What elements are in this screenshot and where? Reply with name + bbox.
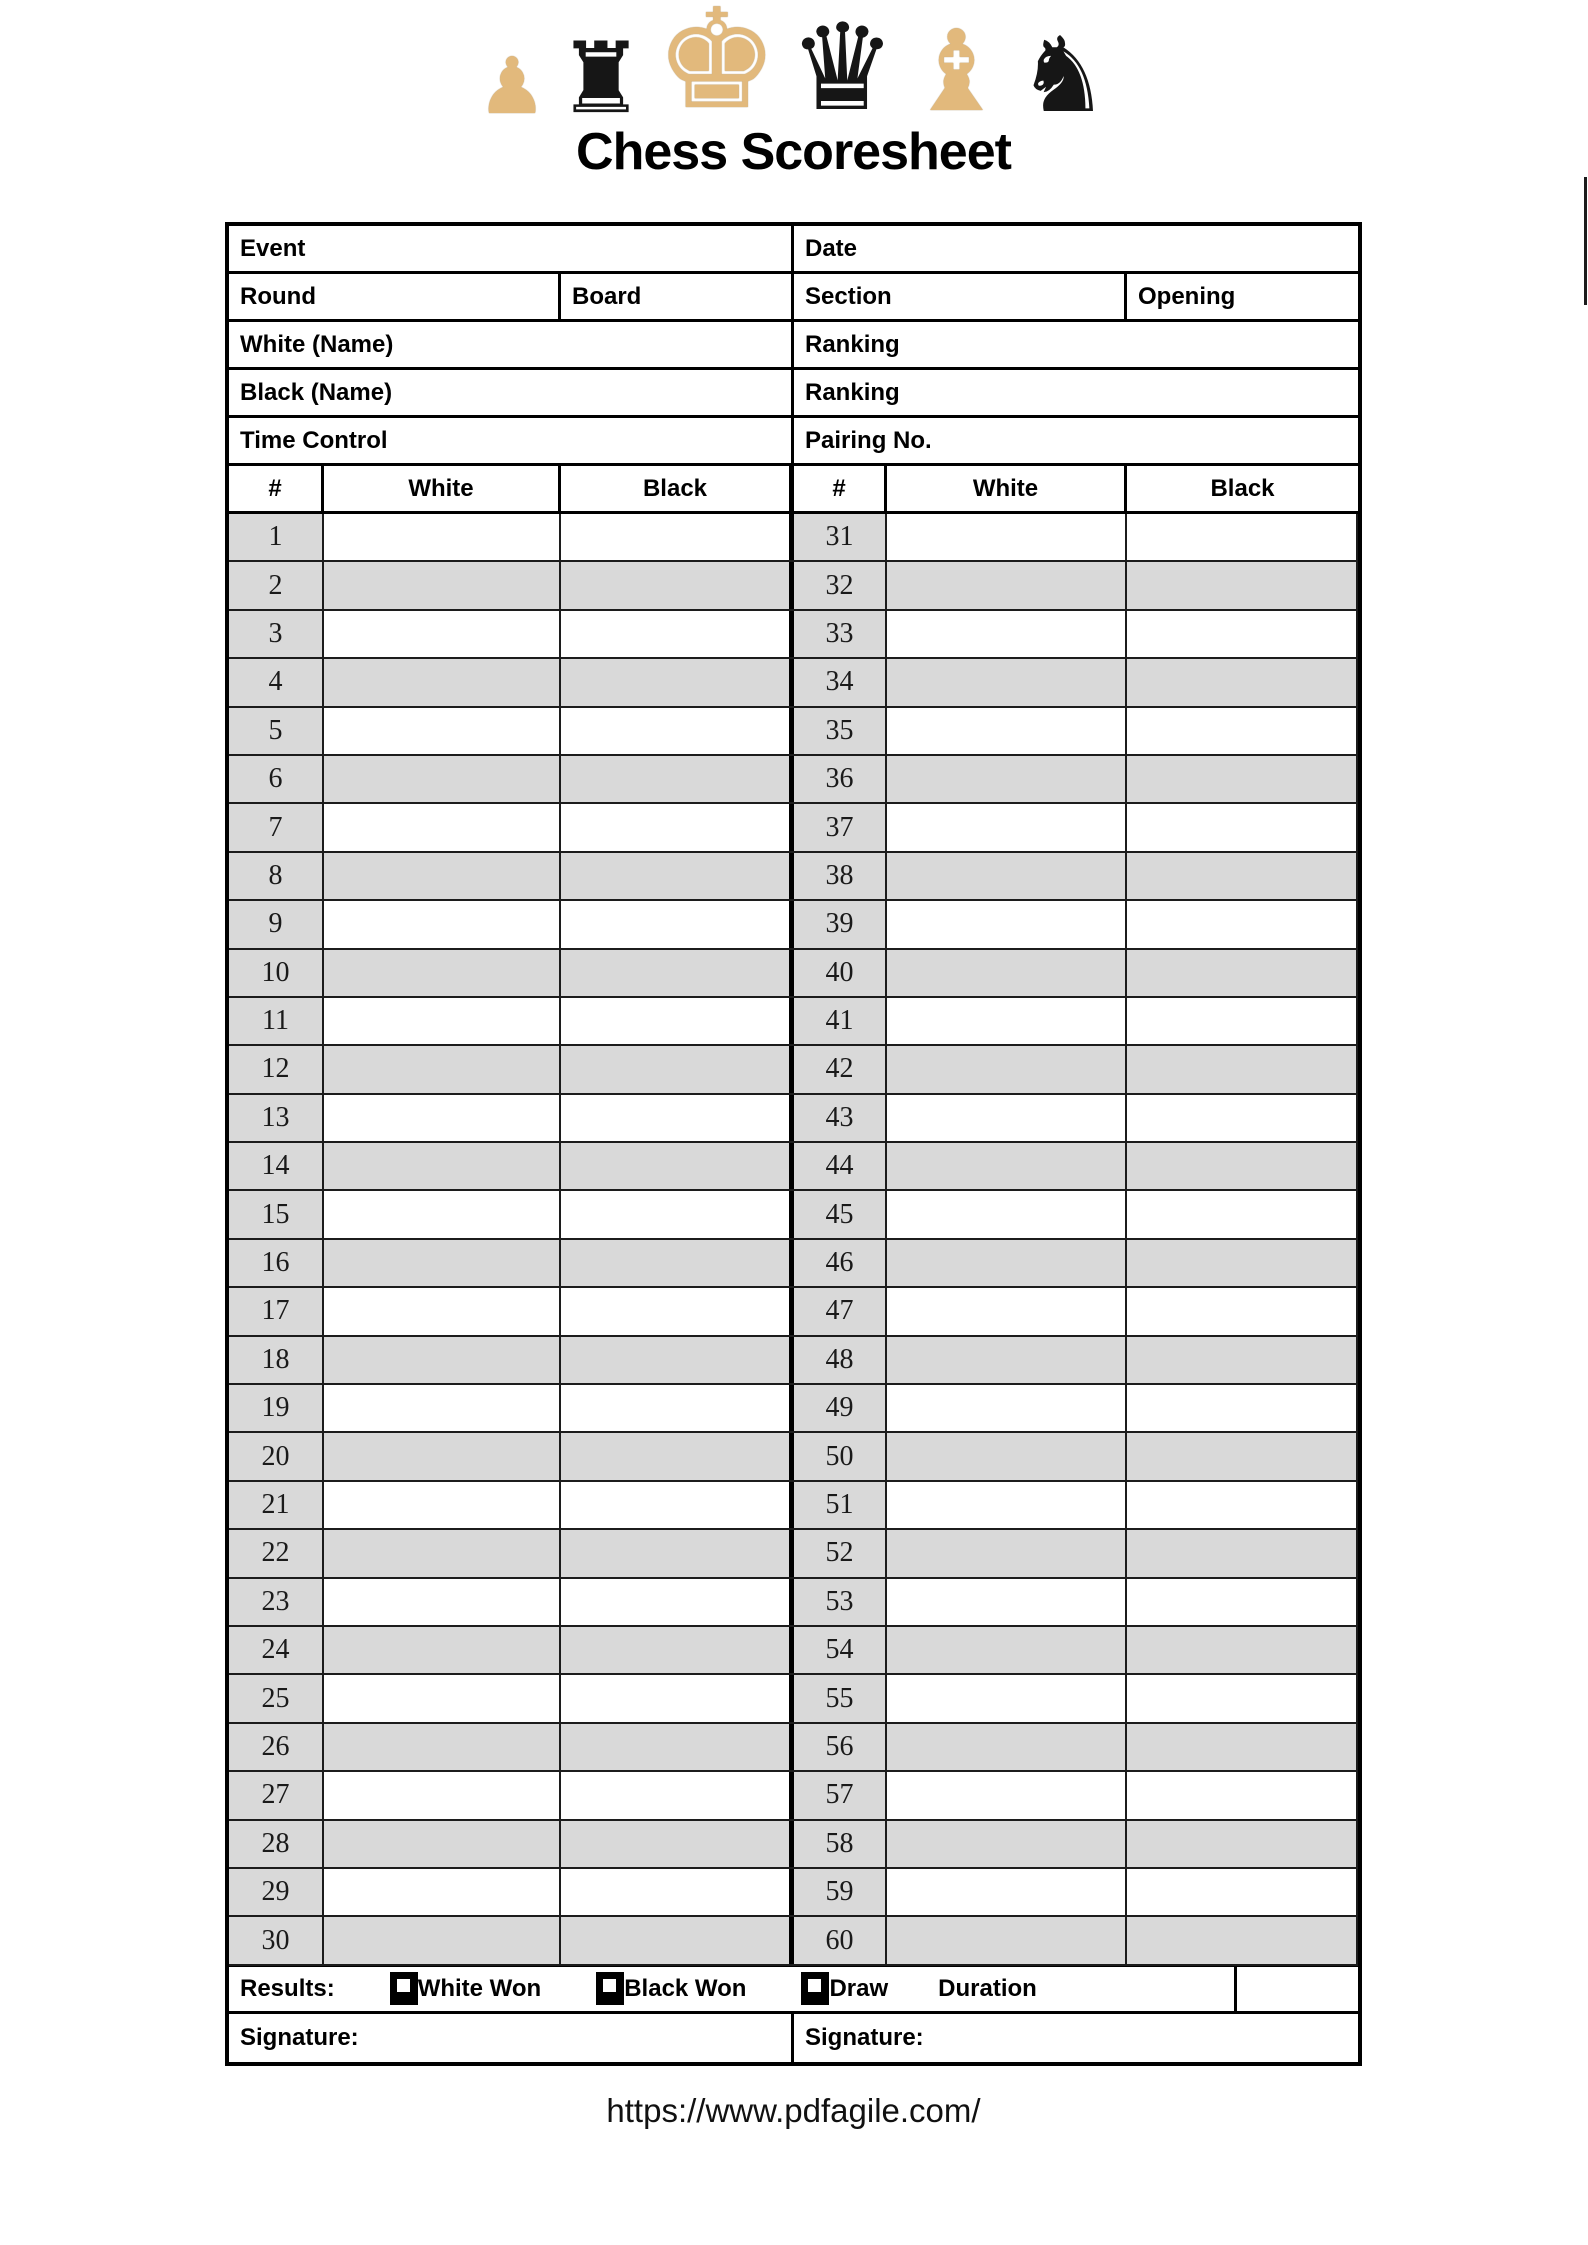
move-row bbox=[229, 1191, 1358, 1239]
duration-label: Duration bbox=[938, 1974, 1037, 2002]
white-move-cell[interactable] bbox=[324, 804, 561, 850]
hash-column-header: # bbox=[229, 466, 324, 511]
move-row bbox=[229, 756, 1358, 804]
black-move-cell[interactable] bbox=[1127, 1385, 1358, 1431]
white-move-cell[interactable] bbox=[324, 998, 561, 1044]
white-move-cell[interactable] bbox=[324, 1530, 561, 1576]
white-move-cell[interactable] bbox=[887, 1579, 1127, 1625]
black-move-cell[interactable] bbox=[561, 950, 794, 996]
black-move-cell[interactable] bbox=[561, 1869, 794, 1915]
move-number: 11 bbox=[229, 998, 324, 1044]
move-number: 21 bbox=[229, 1482, 324, 1528]
move-number: 9 bbox=[229, 901, 324, 947]
move-number: 1 bbox=[229, 514, 324, 560]
black-move-cell[interactable] bbox=[561, 901, 794, 947]
move-number: 59 bbox=[794, 1869, 887, 1915]
board-label: Board bbox=[572, 282, 642, 310]
black-move-cell[interactable] bbox=[561, 1821, 794, 1867]
white-move-cell[interactable] bbox=[887, 804, 1127, 850]
results-row bbox=[229, 1966, 1358, 2014]
move-number: 45 bbox=[794, 1191, 887, 1237]
move-row bbox=[229, 1917, 1358, 1965]
white-move-cell[interactable] bbox=[887, 562, 1127, 608]
move-number: 15 bbox=[229, 1191, 324, 1237]
move-number: 31 bbox=[794, 514, 887, 560]
black-move-cell[interactable] bbox=[1127, 901, 1358, 947]
black-move-cell[interactable] bbox=[1127, 611, 1358, 657]
white-move-cell[interactable] bbox=[887, 1917, 1127, 1963]
header-row-time-control bbox=[229, 418, 1358, 466]
black-move-cell[interactable] bbox=[561, 1143, 794, 1189]
white-move-cell[interactable] bbox=[324, 562, 561, 608]
white-move-cell[interactable] bbox=[887, 1433, 1127, 1479]
move-number: 8 bbox=[229, 853, 324, 899]
black-move-cell[interactable] bbox=[561, 998, 794, 1044]
black-ranking-field[interactable] bbox=[794, 370, 1358, 415]
white-move-cell[interactable] bbox=[887, 1240, 1127, 1286]
black-move-cell[interactable] bbox=[561, 1627, 794, 1673]
move-number: 42 bbox=[794, 1046, 887, 1092]
white-move-cell[interactable] bbox=[887, 1772, 1127, 1818]
white-move-cell[interactable] bbox=[324, 901, 561, 947]
move-number: 54 bbox=[794, 1627, 887, 1673]
results-cell bbox=[229, 1967, 1237, 2011]
white-name-label: White (Name) bbox=[240, 330, 394, 358]
black-ranking-label: Ranking bbox=[805, 378, 900, 406]
black-column-header: Black bbox=[1210, 474, 1275, 502]
white-move-cell[interactable] bbox=[324, 514, 561, 560]
move-row bbox=[229, 1288, 1358, 1336]
masthead bbox=[225, 0, 1362, 181]
black-move-cell[interactable] bbox=[561, 1772, 794, 1818]
move-number: 38 bbox=[794, 853, 887, 899]
white-move-cell[interactable] bbox=[324, 1869, 561, 1915]
move-row bbox=[229, 708, 1358, 756]
white-move-cell[interactable] bbox=[324, 1191, 561, 1237]
white-move-cell[interactable] bbox=[324, 853, 561, 899]
move-number: 49 bbox=[794, 1385, 887, 1431]
black-column-header: Black bbox=[561, 466, 794, 511]
results-label: Results: bbox=[240, 1974, 335, 2002]
move-number: 29 bbox=[229, 1869, 324, 1915]
black-move-cell[interactable] bbox=[561, 1530, 794, 1576]
move-number: 36 bbox=[794, 756, 887, 802]
black-move-cell[interactable] bbox=[1127, 1724, 1358, 1770]
move-number: 22 bbox=[229, 1530, 324, 1576]
move-row bbox=[229, 1530, 1358, 1578]
move-number: 48 bbox=[794, 1337, 887, 1383]
section-field[interactable] bbox=[794, 274, 1127, 319]
white-move-cell[interactable] bbox=[887, 1869, 1127, 1915]
move-row bbox=[229, 1627, 1358, 1675]
black-move-cell[interactable] bbox=[561, 1288, 794, 1334]
date-field[interactable] bbox=[794, 226, 1358, 271]
move-number: 18 bbox=[229, 1337, 324, 1383]
move-number: 2 bbox=[229, 562, 324, 608]
pairing-no-field[interactable] bbox=[794, 418, 1358, 463]
move-number: 52 bbox=[794, 1530, 887, 1576]
black-move-cell[interactable] bbox=[1127, 1917, 1358, 1963]
black-move-cell[interactable] bbox=[561, 1337, 794, 1383]
move-row bbox=[229, 611, 1358, 659]
move-number: 44 bbox=[794, 1143, 887, 1189]
header-row-white-name bbox=[229, 322, 1358, 370]
move-number: 50 bbox=[794, 1433, 887, 1479]
move-row bbox=[229, 1869, 1358, 1917]
white-move-cell[interactable] bbox=[324, 708, 561, 754]
draw-option[interactable] bbox=[801, 1972, 888, 2005]
white-move-cell[interactable] bbox=[324, 756, 561, 802]
white-move-cell[interactable] bbox=[324, 1724, 561, 1770]
white-move-cell[interactable] bbox=[887, 1821, 1127, 1867]
black-move-cell[interactable] bbox=[561, 1191, 794, 1237]
move-row bbox=[229, 514, 1358, 562]
move-number: 34 bbox=[794, 659, 887, 705]
black-move-cell[interactable] bbox=[1127, 562, 1358, 608]
hash-column-header: # bbox=[794, 466, 887, 511]
knight-dark-icon: ♞ bbox=[1016, 14, 1110, 137]
white-move-cell[interactable] bbox=[887, 611, 1127, 657]
black-move-cell[interactable] bbox=[1127, 1482, 1358, 1528]
white-move-cell[interactable] bbox=[887, 1095, 1127, 1141]
black-move-cell[interactable] bbox=[561, 1724, 794, 1770]
move-number: 5 bbox=[229, 708, 324, 754]
move-row bbox=[229, 1579, 1358, 1627]
white-move-cell[interactable] bbox=[324, 1095, 561, 1141]
move-row bbox=[229, 853, 1358, 901]
moves-column-header-row bbox=[229, 466, 1358, 514]
move-row bbox=[229, 1046, 1358, 1094]
black-move-cell[interactable] bbox=[1127, 514, 1358, 560]
move-number: 37 bbox=[794, 804, 887, 850]
white-move-cell[interactable] bbox=[324, 1288, 561, 1334]
move-number: 47 bbox=[794, 1288, 887, 1334]
footer-url: https://www.pdfagile.com/ bbox=[606, 2092, 981, 2129]
king-light-icon: ♚ bbox=[654, 0, 779, 141]
black-move-cell[interactable] bbox=[1127, 1579, 1358, 1625]
move-number: 60 bbox=[794, 1917, 887, 1963]
white-move-cell[interactable] bbox=[324, 1482, 561, 1528]
move-number: 13 bbox=[229, 1095, 324, 1141]
move-row bbox=[229, 1240, 1358, 1288]
white-move-cell[interactable] bbox=[887, 1530, 1127, 1576]
move-number: 43 bbox=[794, 1095, 887, 1141]
signature-row bbox=[229, 2014, 1358, 2062]
pairing-no-label: Pairing No. bbox=[805, 426, 932, 454]
black-move-cell[interactable] bbox=[561, 1385, 794, 1431]
move-number: 20 bbox=[229, 1433, 324, 1479]
white-move-cell[interactable] bbox=[887, 1046, 1127, 1092]
black-move-cell[interactable] bbox=[1127, 1530, 1358, 1576]
black-move-cell[interactable] bbox=[1127, 1772, 1358, 1818]
move-row bbox=[229, 1482, 1358, 1530]
round-field[interactable] bbox=[229, 274, 561, 319]
white-move-cell[interactable] bbox=[324, 1675, 561, 1721]
time-control-field[interactable] bbox=[229, 418, 794, 463]
white-move-cell[interactable] bbox=[887, 1143, 1127, 1189]
move-row bbox=[229, 950, 1358, 998]
black-won-label: Black Won bbox=[624, 1974, 747, 2002]
move-number: 10 bbox=[229, 950, 324, 996]
white-move-cell[interactable] bbox=[324, 659, 561, 705]
white-move-cell[interactable] bbox=[887, 756, 1127, 802]
move-number: 24 bbox=[229, 1627, 324, 1673]
header-row-event-date bbox=[229, 226, 1358, 274]
date-label: Date bbox=[805, 234, 858, 262]
black-move-cell[interactable] bbox=[1127, 998, 1358, 1044]
black-move-cell[interactable] bbox=[561, 659, 794, 705]
move-number: 7 bbox=[229, 804, 324, 850]
move-number: 32 bbox=[794, 562, 887, 608]
move-number: 4 bbox=[229, 659, 324, 705]
move-row bbox=[229, 562, 1358, 610]
move-row bbox=[229, 1433, 1358, 1481]
queen-dark-icon: ♛ bbox=[788, 0, 897, 138]
white-move-cell[interactable] bbox=[887, 1482, 1127, 1528]
move-number: 46 bbox=[794, 1240, 887, 1286]
move-row bbox=[229, 1772, 1358, 1820]
white-move-cell[interactable] bbox=[887, 998, 1127, 1044]
white-ranking-label: Ranking bbox=[805, 330, 900, 358]
white-move-cell[interactable] bbox=[324, 950, 561, 996]
event-field[interactable] bbox=[229, 226, 794, 271]
white-move-cell[interactable] bbox=[887, 1385, 1127, 1431]
white-move-cell[interactable] bbox=[887, 1724, 1127, 1770]
white-won-checkbox[interactable] bbox=[390, 1972, 418, 2005]
white-move-cell[interactable] bbox=[887, 853, 1127, 899]
black-move-cell[interactable] bbox=[1127, 1627, 1358, 1673]
white-move-cell[interactable] bbox=[324, 1627, 561, 1673]
move-number: 6 bbox=[229, 756, 324, 802]
black-move-cell[interactable] bbox=[1127, 756, 1358, 802]
white-won-option[interactable] bbox=[390, 1972, 542, 2005]
white-move-cell[interactable] bbox=[324, 1917, 561, 1963]
white-move-cell[interactable] bbox=[324, 1433, 561, 1479]
header-row-black-name bbox=[229, 370, 1358, 418]
white-move-cell[interactable] bbox=[887, 1288, 1127, 1334]
move-number: 58 bbox=[794, 1821, 887, 1867]
section-label: Section bbox=[805, 282, 892, 310]
white-move-cell[interactable] bbox=[887, 708, 1127, 754]
move-row bbox=[229, 804, 1358, 852]
move-row bbox=[229, 1143, 1358, 1191]
white-move-cell[interactable] bbox=[324, 1046, 561, 1092]
move-number: 3 bbox=[229, 611, 324, 657]
vertical-scrollbar-thumb[interactable] bbox=[1584, 177, 1587, 305]
white-signature-field[interactable] bbox=[229, 2014, 794, 2062]
move-number: 30 bbox=[229, 1917, 324, 1963]
rook-dark-icon: ♜ bbox=[557, 21, 645, 136]
move-number: 53 bbox=[794, 1579, 887, 1625]
time-control-label: Time Control bbox=[240, 426, 388, 454]
white-move-cell[interactable] bbox=[324, 1821, 561, 1867]
move-number: 16 bbox=[229, 1240, 324, 1286]
white-move-cell[interactable] bbox=[887, 1627, 1127, 1673]
round-label: Round bbox=[240, 282, 316, 310]
white-name-field[interactable] bbox=[229, 322, 794, 367]
black-move-cell[interactable] bbox=[1127, 950, 1358, 996]
move-number: 19 bbox=[229, 1385, 324, 1431]
white-move-cell[interactable] bbox=[324, 1772, 561, 1818]
white-move-cell[interactable] bbox=[324, 1579, 561, 1625]
move-number: 39 bbox=[794, 901, 887, 947]
move-number: 17 bbox=[229, 1288, 324, 1334]
black-move-cell[interactable] bbox=[1127, 1433, 1358, 1479]
white-move-cell[interactable] bbox=[887, 1675, 1127, 1721]
move-row bbox=[229, 998, 1358, 1046]
black-move-cell[interactable] bbox=[561, 1240, 794, 1286]
black-move-cell[interactable] bbox=[1127, 1869, 1358, 1915]
white-move-cell[interactable] bbox=[887, 659, 1127, 705]
draw-checkbox[interactable] bbox=[801, 1972, 829, 2005]
black-move-cell[interactable] bbox=[561, 1482, 794, 1528]
black-name-field[interactable] bbox=[229, 370, 794, 415]
opening-label: Opening bbox=[1138, 282, 1236, 310]
black-move-cell[interactable] bbox=[1127, 1143, 1358, 1189]
white-move-cell[interactable] bbox=[887, 950, 1127, 996]
white-ranking-field[interactable] bbox=[794, 322, 1358, 367]
black-move-cell[interactable] bbox=[561, 1046, 794, 1092]
black-move-cell[interactable] bbox=[561, 853, 794, 899]
black-move-cell[interactable] bbox=[561, 1579, 794, 1625]
white-won-label: White Won bbox=[417, 1974, 542, 2002]
black-name-label: Black (Name) bbox=[240, 378, 393, 406]
black-move-cell[interactable] bbox=[561, 514, 794, 560]
duration-value-field[interactable] bbox=[1237, 1967, 1358, 2011]
black-move-cell[interactable] bbox=[561, 1433, 794, 1479]
black-move-cell[interactable] bbox=[1127, 1046, 1358, 1092]
white-move-cell[interactable] bbox=[324, 1385, 561, 1431]
scoresheet-table bbox=[225, 222, 1362, 2066]
black-move-cell[interactable] bbox=[1127, 1240, 1358, 1286]
black-move-cell[interactable] bbox=[1127, 1337, 1358, 1383]
move-number: 55 bbox=[794, 1675, 887, 1721]
opening-field[interactable] bbox=[1127, 274, 1358, 319]
black-move-cell[interactable] bbox=[1127, 659, 1358, 705]
white-move-cell[interactable] bbox=[887, 1337, 1127, 1383]
black-move-cell[interactable] bbox=[561, 756, 794, 802]
move-number: 26 bbox=[229, 1724, 324, 1770]
move-number: 35 bbox=[794, 708, 887, 754]
black-won-checkbox[interactable] bbox=[596, 1972, 624, 2005]
move-row bbox=[229, 659, 1358, 707]
move-number: 56 bbox=[794, 1724, 887, 1770]
move-row bbox=[229, 1337, 1358, 1385]
pawn-light-icon: ♟ bbox=[477, 42, 548, 133]
move-number: 40 bbox=[794, 950, 887, 996]
black-move-cell[interactable] bbox=[1127, 1095, 1358, 1141]
black-move-cell[interactable] bbox=[1127, 1821, 1358, 1867]
black-move-cell[interactable] bbox=[561, 804, 794, 850]
move-number: 33 bbox=[794, 611, 887, 657]
black-move-cell[interactable] bbox=[561, 708, 794, 754]
event-label: Event bbox=[240, 234, 306, 262]
page-title: Chess Scoresheet bbox=[576, 123, 1011, 181]
signature-label: Signature: bbox=[240, 2023, 359, 2051]
board-field[interactable] bbox=[561, 274, 794, 319]
move-row bbox=[229, 1821, 1358, 1869]
move-number: 25 bbox=[229, 1675, 324, 1721]
white-move-cell[interactable] bbox=[324, 611, 561, 657]
header-row-round-board bbox=[229, 274, 1358, 322]
move-number: 28 bbox=[229, 1821, 324, 1867]
move-number: 57 bbox=[794, 1772, 887, 1818]
move-row bbox=[229, 1675, 1358, 1723]
white-column-header: White bbox=[324, 466, 561, 511]
move-number: 51 bbox=[794, 1482, 887, 1528]
black-move-cell[interactable] bbox=[1127, 1288, 1358, 1334]
black-signature-field[interactable] bbox=[794, 2014, 1358, 2062]
black-move-cell[interactable] bbox=[561, 1675, 794, 1721]
white-move-cell[interactable] bbox=[324, 1240, 561, 1286]
black-move-cell[interactable] bbox=[1127, 1191, 1358, 1237]
chess-pieces-image bbox=[225, 0, 1362, 141]
move-row bbox=[229, 1724, 1358, 1772]
move-row bbox=[229, 1095, 1358, 1143]
black-move-cell[interactable] bbox=[561, 1917, 794, 1963]
move-number: 23 bbox=[229, 1579, 324, 1625]
bishop-light-icon: ♝ bbox=[906, 6, 1007, 137]
black-move-cell[interactable] bbox=[1127, 708, 1358, 754]
black-move-cell[interactable] bbox=[561, 611, 794, 657]
white-move-cell[interactable] bbox=[887, 1191, 1127, 1237]
black-move-cell[interactable] bbox=[1127, 804, 1358, 850]
white-column-header: White bbox=[887, 466, 1127, 511]
black-move-cell[interactable] bbox=[561, 562, 794, 608]
black-move-cell[interactable] bbox=[561, 1095, 794, 1141]
move-number: 41 bbox=[794, 998, 887, 1044]
move-number: 14 bbox=[229, 1143, 324, 1189]
move-row bbox=[229, 1385, 1358, 1433]
draw-label: Draw bbox=[829, 1974, 889, 2002]
white-move-cell[interactable] bbox=[324, 1143, 561, 1189]
white-move-cell[interactable] bbox=[887, 901, 1127, 947]
move-number: 27 bbox=[229, 1772, 324, 1818]
white-move-cell[interactable] bbox=[324, 1337, 561, 1383]
black-move-cell[interactable] bbox=[1127, 1675, 1358, 1721]
white-move-cell[interactable] bbox=[887, 514, 1127, 560]
move-number: 12 bbox=[229, 1046, 324, 1092]
move-row bbox=[229, 901, 1358, 949]
black-won-option[interactable] bbox=[596, 1972, 746, 2005]
signature-label: Signature: bbox=[805, 2023, 924, 2051]
black-move-cell[interactable] bbox=[1127, 853, 1358, 899]
moves-body bbox=[229, 514, 1358, 1966]
